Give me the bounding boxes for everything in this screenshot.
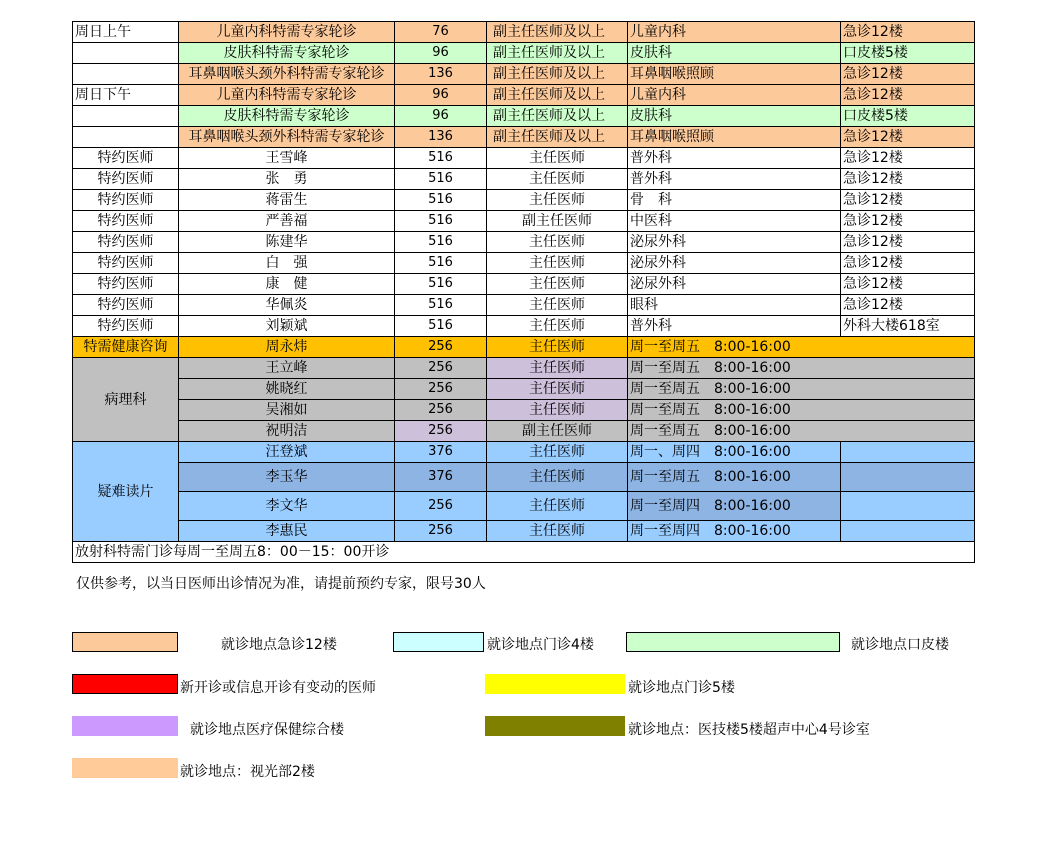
table-row — [73, 463, 975, 492]
title-cell: 副主任医师及以上 — [487, 127, 628, 148]
period-cell: 周日下午 — [73, 85, 179, 106]
table-row — [73, 542, 975, 563]
location-cell: 急诊12楼 — [841, 64, 975, 85]
location-cell: 急诊12楼 — [841, 211, 975, 232]
title-cell: 主任医师 — [487, 274, 628, 295]
fee-cell: 516 — [395, 211, 487, 232]
doctor-name-cell: 陈建华 — [179, 232, 395, 253]
doctor-name-cell: 王雪峰 — [179, 148, 395, 169]
radiology-note-cell: 放射科特需门诊每周一至周五8：00－15：00开诊 — [73, 542, 975, 563]
doctor-name-cell: 李惠民 — [179, 521, 395, 542]
schedule-cell: 周一至周五 8:00-16:00 — [628, 358, 975, 379]
table-row — [73, 211, 975, 232]
title-cell: 主任医师 — [487, 316, 628, 337]
location-cell: 急诊12楼 — [841, 85, 975, 106]
table-row — [73, 492, 975, 521]
table-row — [73, 22, 975, 43]
doctor-name-cell: 汪登斌 — [179, 442, 395, 463]
location-cell: 急诊12楼 — [841, 22, 975, 43]
title-cell: 主任医师 — [487, 442, 628, 463]
fee-cell: 516 — [395, 253, 487, 274]
table-row — [73, 169, 975, 190]
title-cell: 主任医师 — [487, 232, 628, 253]
doctor-name-cell: 王立峰 — [179, 358, 395, 379]
doctor-name-cell: 皮肤科特需专家轮诊 — [179, 106, 395, 127]
table-row — [73, 190, 975, 211]
department-cell: 中医科 — [628, 211, 841, 232]
location-cell: 急诊12楼 — [841, 274, 975, 295]
table-row — [73, 43, 975, 64]
legend-label: 新开诊或信息开诊有变动的医师 — [180, 680, 376, 696]
doctor-name-cell: 蒋雷生 — [179, 190, 395, 211]
table-row — [73, 421, 975, 442]
schedule-cell: 周一至周五 8:00-16:00 — [628, 379, 975, 400]
table-row — [73, 521, 975, 542]
table-row — [73, 148, 975, 169]
empty-cell — [841, 463, 975, 492]
period-cell: 特约医师 — [73, 190, 179, 211]
title-cell: 副主任医师及以上 — [487, 22, 628, 43]
location-cell: 急诊12楼 — [841, 148, 975, 169]
fee-cell: 516 — [395, 148, 487, 169]
period-cell: 周日上午 — [73, 22, 179, 43]
doctor-name-cell: 康 健 — [179, 274, 395, 295]
location-cell: 口皮楼5楼 — [841, 43, 975, 64]
title-cell: 主任医师 — [487, 295, 628, 316]
period-cell — [73, 64, 179, 85]
table-row — [73, 232, 975, 253]
department-cell: 泌尿外科 — [628, 232, 841, 253]
table-row — [73, 253, 975, 274]
legend-swatch-peach — [72, 758, 178, 778]
doctor-name-cell: 刘颖斌 — [179, 316, 395, 337]
legend-swatch-yellow — [485, 674, 625, 694]
title-cell: 主任医师 — [487, 169, 628, 190]
title-cell: 主任医师 — [487, 337, 628, 358]
legend-label: 就诊地点：医技楼5楼超声中心4号诊室 — [628, 722, 870, 738]
location-cell: 急诊12楼 — [841, 169, 975, 190]
department-cell: 儿童内科 — [628, 85, 841, 106]
table-row — [73, 400, 975, 421]
location-cell: 急诊12楼 — [841, 253, 975, 274]
department-cell: 耳鼻咽喉照顾 — [628, 127, 841, 148]
department-cell: 耳鼻咽喉照顾 — [628, 64, 841, 85]
department-cell: 普外科 — [628, 316, 841, 337]
fee-cell: 256 — [395, 358, 487, 379]
fee-cell: 376 — [395, 463, 487, 492]
doctor-name-cell: 耳鼻咽喉头颈外科特需专家轮诊 — [179, 64, 395, 85]
department-cell: 普外科 — [628, 169, 841, 190]
period-cell: 特约医师 — [73, 148, 179, 169]
legend-label: 就诊地点口皮楼 — [851, 637, 949, 653]
fee-cell: 256 — [395, 492, 487, 521]
period-cell: 特约医师 — [73, 253, 179, 274]
fee-cell: 76 — [395, 22, 487, 43]
doctor-name-cell: 周永炜 — [179, 337, 395, 358]
table-row — [73, 337, 975, 358]
title-cell: 主任医师 — [487, 463, 628, 492]
title-cell: 主任医师 — [487, 148, 628, 169]
schedule-cell: 周一、周四 8:00-16:00 — [628, 442, 841, 463]
title-cell: 主任医师 — [487, 400, 628, 421]
period-cell: 特约医师 — [73, 211, 179, 232]
empty-cell — [841, 521, 975, 542]
department-cell: 骨 科 — [628, 190, 841, 211]
legend-label: 就诊地点医疗保健综合楼 — [190, 722, 344, 738]
table-row — [73, 106, 975, 127]
period-cell — [73, 106, 179, 127]
fee-cell: 96 — [395, 85, 487, 106]
legend-label: 就诊地点急诊12楼 — [221, 637, 337, 653]
title-cell: 主任医师 — [487, 253, 628, 274]
department-cell: 泌尿外科 — [628, 274, 841, 295]
title-cell: 副主任医师及以上 — [487, 106, 628, 127]
fee-cell: 96 — [395, 43, 487, 64]
fee-cell: 256 — [395, 421, 487, 442]
doctor-name-cell: 张 勇 — [179, 169, 395, 190]
legend-swatch-orange — [72, 632, 178, 652]
department-cell: 皮肤科 — [628, 43, 841, 64]
fee-cell: 516 — [395, 316, 487, 337]
doctor-name-cell: 儿童内科特需专家轮诊 — [179, 85, 395, 106]
schedule-cell: 周一至周五 8:00-16:00 — [628, 463, 841, 492]
department-cell: 泌尿外科 — [628, 253, 841, 274]
period-cell: 特约医师 — [73, 169, 179, 190]
department-cell: 普外科 — [628, 148, 841, 169]
doctor-name-cell: 吴湘如 — [179, 400, 395, 421]
schedule-cell: 周一至周五 8:00-16:00 — [628, 337, 975, 358]
location-cell: 急诊12楼 — [841, 295, 975, 316]
fee-cell: 136 — [395, 64, 487, 85]
section-label-cell: 疑难读片 — [73, 442, 179, 542]
doctor-name-cell: 李文华 — [179, 492, 395, 521]
title-cell: 主任医师 — [487, 358, 628, 379]
fee-cell: 256 — [395, 521, 487, 542]
doctor-name-cell: 姚晓红 — [179, 379, 395, 400]
title-cell: 副主任医师及以上 — [487, 43, 628, 64]
fee-cell: 516 — [395, 232, 487, 253]
department-cell: 眼科 — [628, 295, 841, 316]
doctor-name-cell: 儿童内科特需专家轮诊 — [179, 22, 395, 43]
location-cell: 急诊12楼 — [841, 127, 975, 148]
title-cell: 主任医师 — [487, 521, 628, 542]
fee-cell: 516 — [395, 295, 487, 316]
table-row — [73, 379, 975, 400]
fee-cell: 96 — [395, 106, 487, 127]
fee-cell: 136 — [395, 127, 487, 148]
location-cell: 急诊12楼 — [841, 190, 975, 211]
schedule-cell: 周一至周五 8:00-16:00 — [628, 400, 975, 421]
title-cell: 副主任医师及以上 — [487, 64, 628, 85]
legend-swatch-aqua — [393, 632, 484, 652]
doctor-name-cell: 白 强 — [179, 253, 395, 274]
fee-cell: 376 — [395, 442, 487, 463]
fee-cell: 256 — [395, 337, 487, 358]
legend-label: 就诊地点门诊4楼 — [487, 637, 594, 653]
legend-swatch-olive — [485, 716, 625, 736]
department-cell: 儿童内科 — [628, 22, 841, 43]
title-cell: 副主任医师及以上 — [487, 85, 628, 106]
table-row — [73, 295, 975, 316]
table-row — [73, 316, 975, 337]
empty-cell — [841, 492, 975, 521]
period-cell — [73, 127, 179, 148]
period-cell: 特约医师 — [73, 232, 179, 253]
fee-cell: 256 — [395, 379, 487, 400]
schedule-cell: 周一至周四 8:00-16:00 — [628, 492, 841, 521]
legend-swatch-green — [626, 632, 840, 652]
location-cell: 口皮楼5楼 — [841, 106, 975, 127]
doctor-name-cell: 华佩炎 — [179, 295, 395, 316]
legend-label: 就诊地点门诊5楼 — [628, 680, 735, 696]
legend-label: 就诊地点：视光部2楼 — [180, 764, 315, 780]
title-cell: 主任医师 — [487, 190, 628, 211]
empty-cell — [841, 442, 975, 463]
section-label-cell: 病理科 — [73, 358, 179, 442]
doctor-name-cell: 皮肤科特需专家轮诊 — [179, 43, 395, 64]
table-row — [73, 274, 975, 295]
fee-cell: 516 — [395, 169, 487, 190]
clinic-schedule-table — [72, 21, 975, 563]
title-cell: 主任医师 — [487, 379, 628, 400]
doctor-name-cell: 李玉华 — [179, 463, 395, 492]
fee-cell: 516 — [395, 274, 487, 295]
table-row — [73, 64, 975, 85]
table-row — [73, 358, 975, 379]
title-cell: 副主任医师 — [487, 211, 628, 232]
department-cell: 皮肤科 — [628, 106, 841, 127]
period-cell: 特需健康咨询 — [73, 337, 179, 358]
period-cell: 特约医师 — [73, 295, 179, 316]
table-row — [73, 442, 975, 463]
footnote: 仅供参考，以当日医师出诊情况为准，请提前预约专家，限号30人 — [76, 576, 486, 592]
fee-cell: 256 — [395, 400, 487, 421]
location-cell: 急诊12楼 — [841, 232, 975, 253]
table-row — [73, 127, 975, 148]
legend-swatch-purple — [72, 716, 178, 736]
doctor-name-cell: 祝明洁 — [179, 421, 395, 442]
period-cell: 特约医师 — [73, 274, 179, 295]
title-cell: 主任医师 — [487, 492, 628, 521]
schedule-cell: 周一至周四 8:00-16:00 — [628, 521, 841, 542]
location-cell: 外科大楼618室 — [841, 316, 975, 337]
doctor-name-cell: 严善福 — [179, 211, 395, 232]
table-row — [73, 85, 975, 106]
fee-cell: 516 — [395, 190, 487, 211]
doctor-name-cell: 耳鼻咽喉头颈外科特需专家轮诊 — [179, 127, 395, 148]
period-cell — [73, 43, 179, 64]
legend-swatch-red — [72, 674, 178, 694]
schedule-cell: 周一至周五 8:00-16:00 — [628, 421, 975, 442]
period-cell: 特约医师 — [73, 316, 179, 337]
title-cell: 副主任医师 — [487, 421, 628, 442]
